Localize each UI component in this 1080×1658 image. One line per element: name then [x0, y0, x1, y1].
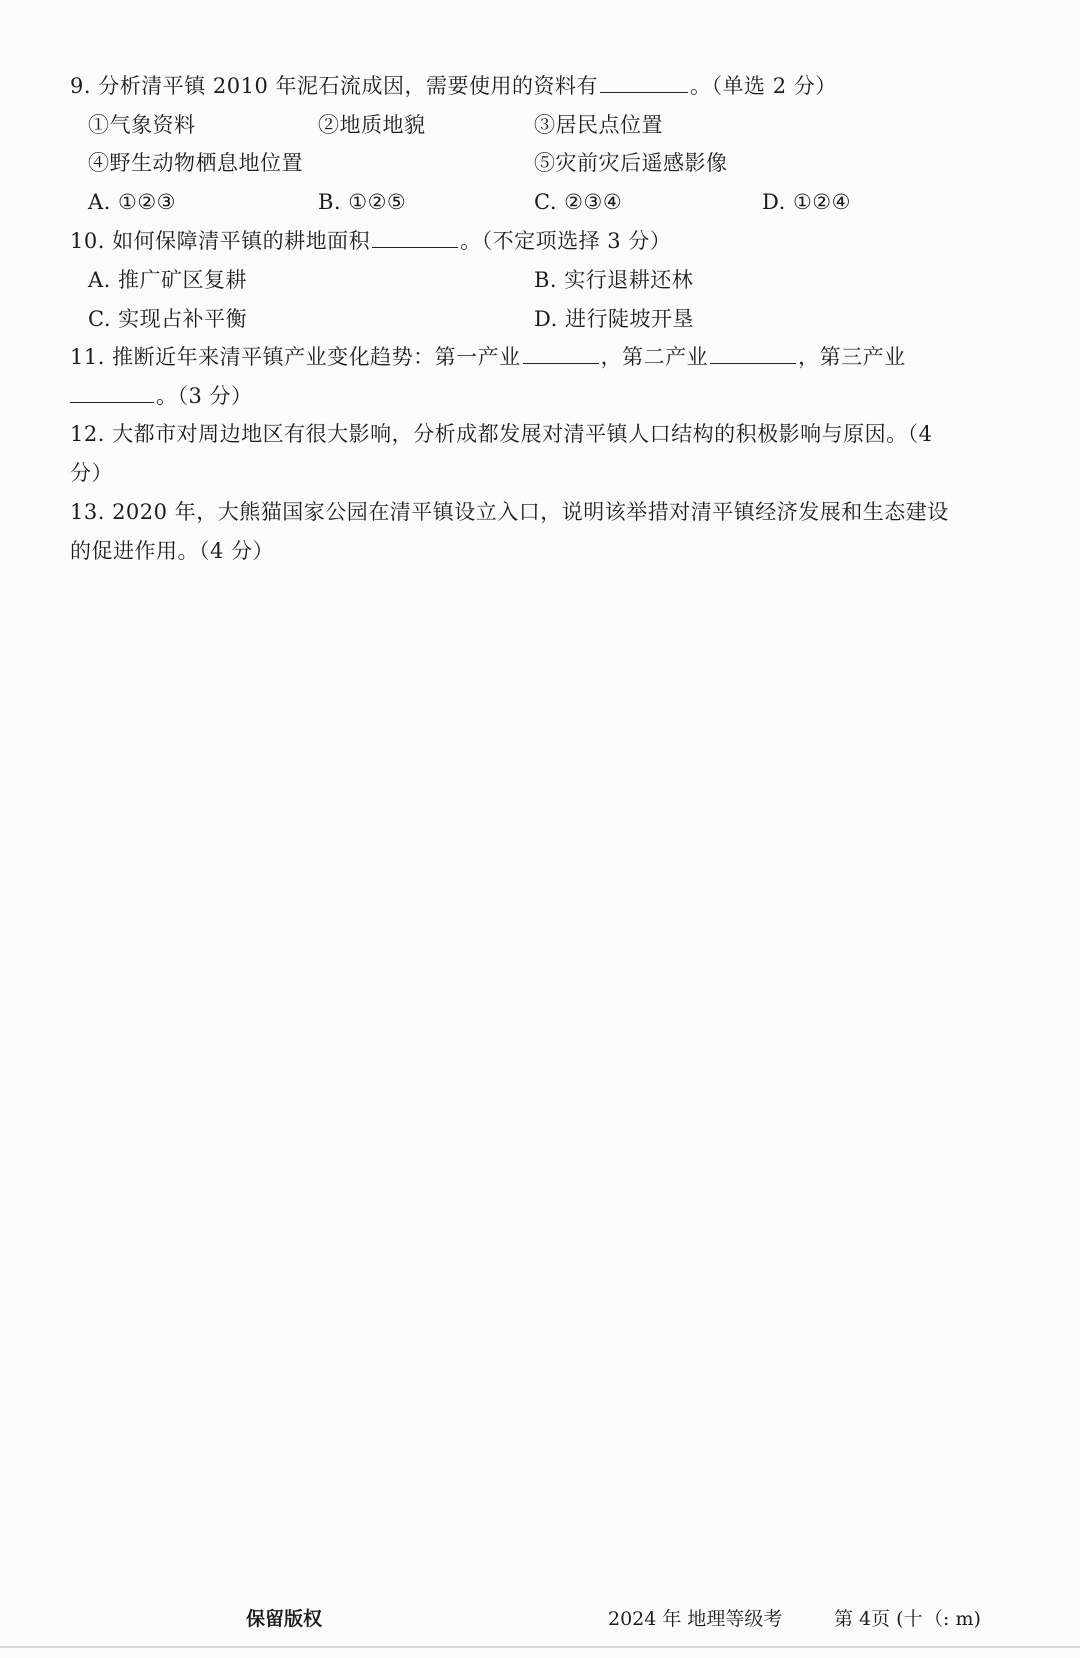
q11-blank-primary [523, 343, 599, 364]
q9-choice-b: B. ①②⑤ [318, 190, 407, 214]
q11-stem-cont: 。（3 分） [70, 382, 253, 410]
q9-material-3: ③居民点位置 [534, 113, 663, 137]
q13-line-2: 的促进作用。（4 分） [70, 539, 275, 563]
q9-choice-a: A. ①②③ [88, 190, 176, 214]
footer-exam-title: 2024 年 地理等级考 [608, 1608, 783, 1630]
q9-stem: 9. 分析清平镇 2010 年泥石流成因，需要使用的资料有 。（单选 2 分） [70, 74, 837, 98]
q9-choice-d: D. ①②④ [762, 190, 851, 214]
q10-choice-a: A. 推广矿区复耕 [88, 268, 248, 292]
q9-material-5: ⑤灾前灾后遥感影像 [534, 151, 728, 175]
q9-material-2: ②地质地貌 [318, 113, 426, 137]
q9-answer-blank [600, 72, 688, 93]
q10-choice-c: C. 实现占补平衡 [88, 307, 248, 331]
q10-stem: 10. 如何保障清平镇的耕地面积 。（不定项选择 3 分） [70, 229, 672, 253]
footer-page-number: 第 4页 (十 [834, 1608, 923, 1630]
q10-choice-b: B. 实行退耕还林 [534, 268, 694, 292]
q10-choice-d: D. 进行陡坡开垦 [534, 307, 694, 331]
q11-blank-tertiary [70, 382, 154, 403]
scan-edge-divider [0, 1646, 1080, 1648]
q11-stem: 11. 推断近年来清平镇产业变化趋势：第一产业 ，第二产业 ，第三产业 [70, 345, 906, 369]
q9-material-4: ④野生动物栖息地位置 [88, 151, 303, 175]
q12-line-2: 分） [70, 461, 113, 485]
q10-answer-blank [372, 227, 458, 248]
q9-choice-c: C. ②③④ [534, 190, 623, 214]
q11-blank-secondary [710, 343, 796, 364]
q13-line-1: 13. 2020 年，大熊猫国家公园在清平镇设立入口，说明该举措对清平镇经济发展和生态建设 [70, 500, 949, 524]
footer-page-suffix: （: m) [924, 1608, 981, 1630]
q9-material-1: ①气象资料 [88, 113, 196, 137]
footer-copyright: 保留版权 [246, 1608, 323, 1630]
q12-line-1: 12. 大都市对周边地区有很大影响，分析成都发展对清平镇人口结构的积极影响与原因。（4 [70, 422, 933, 446]
